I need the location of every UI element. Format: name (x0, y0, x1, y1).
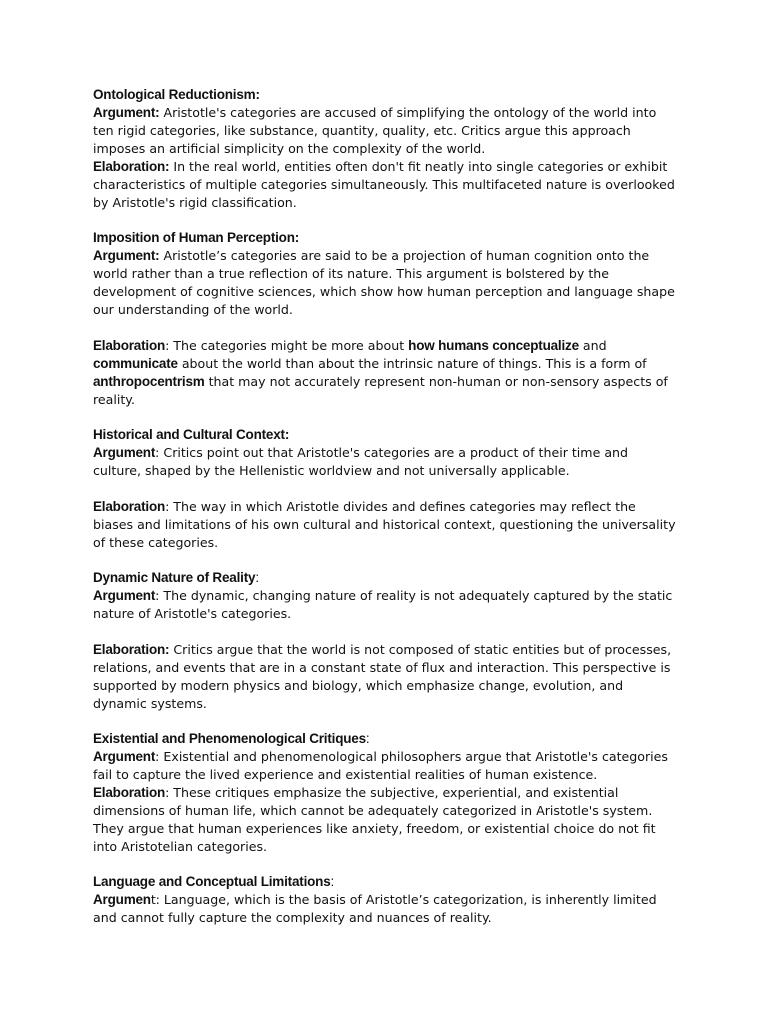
section-heading: Historical and Cultural Context: (93, 427, 290, 442)
emphasis-text: communicate (93, 356, 178, 371)
argument-label: Argument (93, 588, 156, 603)
argument-label: Argument: (93, 248, 160, 263)
elaboration-paragraph (93, 337, 678, 409)
argument-label: Argument (93, 749, 156, 764)
elaboration-text: and (578, 338, 607, 353)
elaboration-label: Elaboration (93, 499, 166, 514)
argument-text: Aristotle’s categories are said to be a projection of human cognition onto the world rather than a true reflection of its nature. This argument is bolstered by the development of cognitive sciences, which show how human perception and language shape our understanding of the world. (93, 248, 675, 317)
elaboration-label: Elaboration (93, 785, 166, 800)
argument-paragraph (93, 104, 678, 158)
argument-paragraph (93, 891, 678, 927)
argument-text: Aristotle's categories are accused of simplifying the ontology of the world into ten rigid categories, like substance, quantity, quality, etc. Critics argue this approach imposes an artificial simplicity on the complexity of the world. (93, 105, 657, 156)
elaboration-label: Elaboration: (93, 159, 170, 174)
argument-paragraph (93, 748, 678, 784)
argument-text: : The dynamic, changing nature of reality is not adequately captured by the static nature of Aristotle's categories. (93, 588, 673, 621)
elaboration-paragraph (93, 641, 678, 713)
argument-label: Argument (93, 892, 156, 907)
section-dynamic-nature-of-reality (93, 569, 678, 713)
argument-paragraph (93, 587, 678, 623)
argument-paragraph (93, 247, 678, 319)
section-historical-and-cultural-context (93, 426, 678, 552)
elaboration-text: about the world than about the intrinsic nature of things. This is a form of (177, 356, 647, 371)
emphasis-text: how humans conceptualize (408, 338, 579, 353)
elaboration-text: : The categories might be more about (165, 338, 409, 353)
section-heading: Existential and Phenomenological Critiques: (93, 731, 370, 746)
argument-text: : Language, which is the basis of Aristotle’s categorization, is inherently limited and cannot fully capture the complexity and nuances of reality. (93, 892, 657, 925)
section-imposition-of-human-perception (93, 229, 678, 409)
argument-text: : Existential and phenomenological philosophers argue that Aristotle's categories fail to capture the lived experience and existential realities of human existence. (93, 749, 668, 782)
elaboration-label: Elaboration (93, 338, 166, 353)
argument-text: : Critics point out that Aristotle's categories are a product of their time and culture, shaped by the Hellenistic worldview and not universally applicable. (93, 445, 629, 478)
elaboration-text: Critics argue that the world is not composed of static entities but of processes, relations, and events that are in a constant state of flux and interaction. This perspective is supported by modern physics and biology, which emphasize change, evolution, and dynamic systems. (93, 642, 672, 711)
section-existential-and-phenomenological-critiques (93, 730, 678, 856)
elaboration-text: that may not accurately represent non-human or non-sensory aspects of reality. (93, 374, 668, 407)
elaboration-text: : These critiques emphasize the subjective, experiential, and existential dimensions of human life, which cannot be adequately categorized in Aristotle's system. They argue that human experiences like anxiety, freedom, or existential choice do not fit into Aristotelian categories. (93, 785, 656, 854)
section-heading: Ontological Reductionism: (93, 87, 260, 102)
elaboration-paragraph (93, 784, 678, 856)
section-ontological-reductionism (93, 86, 678, 212)
argument-label: Argument (93, 445, 156, 460)
section-heading: Imposition of Human Perception: (93, 230, 300, 245)
elaboration-text: : The way in which Aristotle divides and defines categories may reflect the biases and limitations of his own cultural and historical context, questioning the universality of these categories. (93, 499, 676, 550)
argument-label: Argument: (93, 105, 160, 120)
elaboration-paragraph (93, 498, 678, 552)
section-heading: Dynamic Nature of Reality: (93, 570, 259, 585)
section-language-and-conceptual-limitations (93, 873, 678, 927)
section-heading: Language and Conceptual Limitations: (93, 874, 335, 889)
elaboration-text: In the real world, entities often don't fit neatly into single categories or exhibit characteristics of multiple categories simultaneously. This multifaceted nature is overlooked by Aristotle's rigid classification. (93, 159, 675, 210)
elaboration-label: Elaboration: (93, 642, 170, 657)
elaboration-paragraph (93, 158, 678, 212)
emphasis-text: anthropocentrism (93, 374, 205, 389)
argument-paragraph (93, 444, 678, 480)
